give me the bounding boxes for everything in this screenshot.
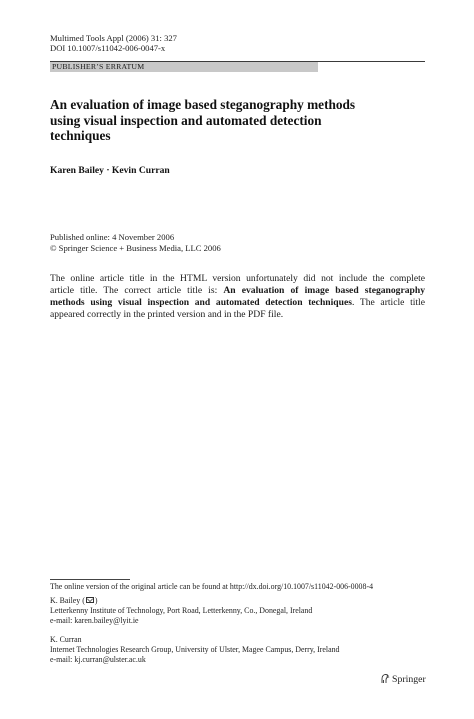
journal-reference [50, 33, 177, 54]
affiliation-name: K. Curran [50, 635, 82, 644]
affiliation-email: e-mail: kj.curran@ulster.ac.uk [50, 655, 146, 665]
journal-doi: DOI 10.1007/s11042-006-0047-x [50, 43, 166, 54]
body-line [50, 285, 425, 297]
body-line [50, 297, 425, 309]
body-text-segment: article title. The correct article title is: [50, 285, 218, 297]
title-line: An evaluation of image based steganography methods [50, 97, 356, 112]
publisher-name: Springer [392, 674, 426, 685]
title-line: techniques [50, 128, 111, 144]
footnote-rule [50, 579, 130, 580]
author-list: Karen Bailey · Kevin Curran [50, 165, 170, 176]
affiliation-name-line [50, 596, 312, 606]
body-text-segment: appeared correctly in the printed version and in the PDF file. [50, 309, 284, 321]
springer-horse-icon [380, 673, 390, 684]
publisher-mark [380, 673, 426, 685]
affiliation-institution: Letterkenny Institute of Technology, Port Road, Letterkenny, Co., Donegal, Ireland [50, 606, 313, 616]
affiliation-email: e-mail: karen.bailey@lyit.ie [50, 616, 139, 626]
publication-info [50, 232, 221, 253]
erratum-body [50, 273, 425, 321]
copyright-notice: © Springer Science + Business Media, LLC 2006 [50, 242, 221, 253]
affiliation-bailey [50, 596, 312, 627]
published-online-date: Published online: 4 November 2006 [50, 232, 175, 242]
corrected-title-part: methods using visual inspection and automated detection techniques [50, 297, 352, 309]
body-line [50, 309, 425, 321]
affiliation-name-close: ) [94, 596, 98, 605]
original-article-footnote: The online version of the original article can be found at http://dx.doi.org/10.1007/s11042-006-0008-4 [50, 582, 374, 591]
journal-citation: Multimed Tools Appl (2006) 31: 327 [50, 33, 177, 43]
title-line: using visual inspection and automated detection [50, 112, 322, 128]
body-line [50, 273, 425, 285]
affiliation-name: K. Bailey ( [50, 596, 85, 605]
body-text-segment: The online article title in the HTML version unfortunately did not include the complete [50, 273, 425, 284]
corrected-title-part: An evaluation of image based steganography [223, 285, 425, 297]
affiliation-institution: Internet Technologies Research Group, University of Ulster, Magee Campus, Derry, Ireland [50, 645, 340, 655]
envelope-icon [86, 597, 94, 603]
section-label: PUBLISHER’S ERRATUM [52, 62, 145, 71]
affiliation-curran [50, 635, 339, 666]
article-title [50, 97, 430, 144]
body-text-segment: . The article title [351, 297, 425, 309]
